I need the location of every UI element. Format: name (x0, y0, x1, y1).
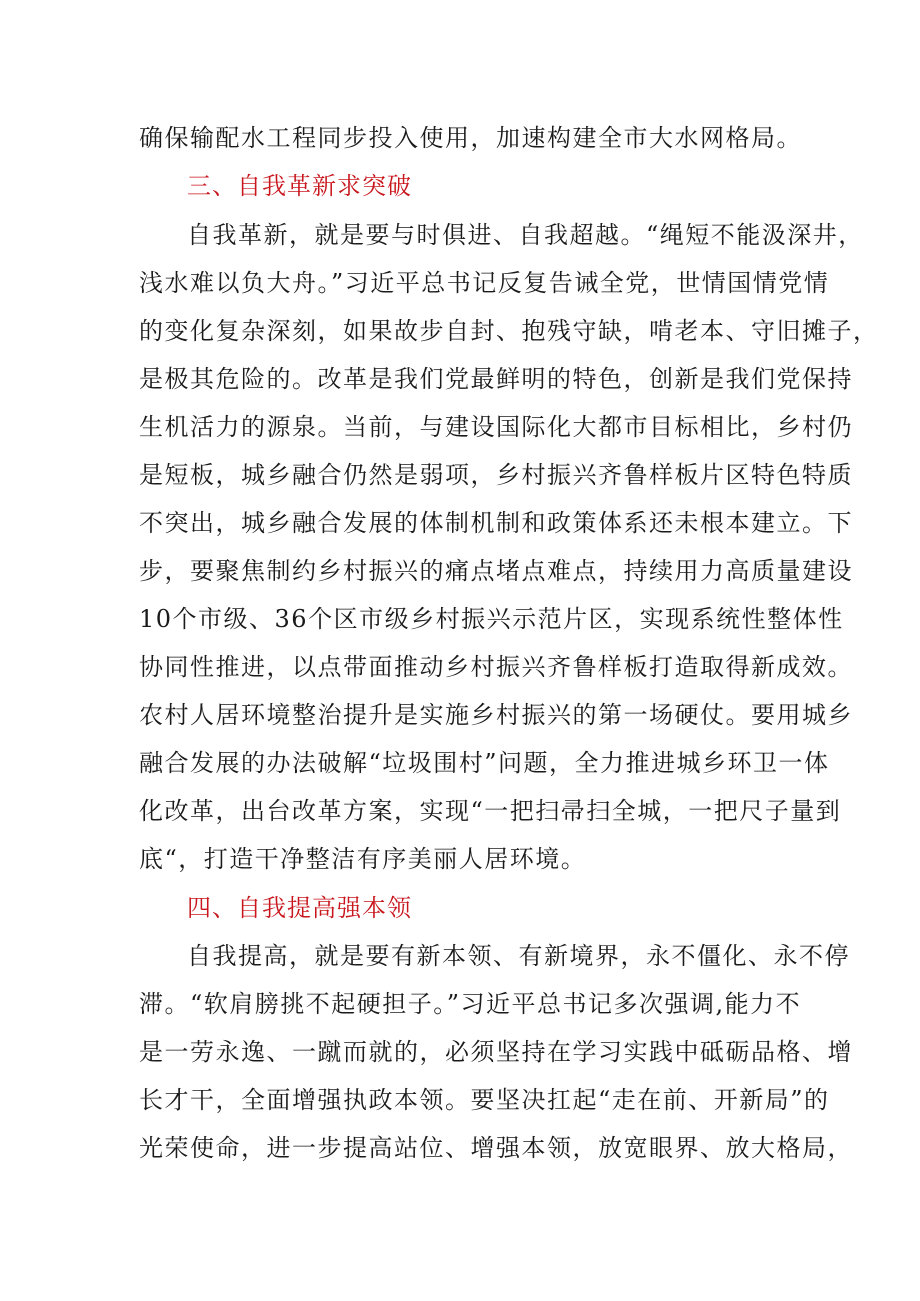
paragraph-line: 融合发展的办法破解“垃圾围村”问题，全力推进城乡环卫一体 (139, 749, 830, 777)
paragraph-line: 光荣使命，进一步提高站位、增强本领，放宽眼界、放大格局， (139, 1134, 853, 1162)
paragraph-line: 化改革，出台改革方案，实现“一把扫帚扫全城，一把尺子量到 (139, 797, 842, 825)
paragraph-line: 的变化复杂深刻，如果故步自封、抱残守缺，啃老本、守旧摊子， (139, 317, 879, 345)
paragraph-line: 浅水难以负大舟。”习近平总书记反复告诫全党，世情国情党情 (139, 269, 830, 297)
paragraph-line: 是极其危险的。改革是我们党最鲜明的特色，创新是我们党保持 (139, 365, 853, 393)
paragraph-line: 生机活力的源泉。当前，与建设国际化大都市目标相比，乡村仍 (139, 413, 853, 441)
paragraph-line: 是一劳永逸、一蹴而就的，必须坚持在学习实践中砥砺品格、增 (139, 1038, 853, 1066)
paragraph-line: 农村人居环境整治提升是实施乡村振兴的第一场硬仗。要用城乡 (139, 701, 853, 729)
paragraph-line: 10个市级、36个区市级乡村振兴示范片区，实现系统性整体性 (139, 605, 844, 633)
paragraph-line: 不突出，城乡融合发展的体制机制和政策体系还未根本建立。下 (139, 509, 853, 537)
paragraph-line: 滞。“软肩膀挑不起硬担子。”习近平总书记多次强调,能力不 (139, 990, 802, 1018)
section-heading-3: 三、自我革新求突破 (187, 172, 412, 200)
paragraph-line: 自我革新，就是要与时俱进、自我超越。“绳短不能汲深井， (187, 221, 864, 249)
paragraph-line: 是短板，城乡融合仍然是弱项，乡村振兴齐鲁样板片区特色特质 (139, 461, 853, 489)
paragraph-line: 确保输配水工程同步投入使用，加速构建全市大水网格局。 (139, 124, 802, 152)
paragraph-line: 协同性推进，以点带面推动乡村振兴齐鲁样板打造取得新成效。 (139, 653, 853, 681)
paragraph-line: 长才干，全面增强执政本领。要坚决扛起“走在前、开新局”的 (139, 1086, 830, 1114)
section-heading-4: 四、自我提高强本领 (187, 894, 412, 922)
paragraph-line: 步，要聚焦制约乡村振兴的痛点堵点难点，持续用力高质量建设 (139, 557, 853, 585)
paragraph-line: 自我提高，就是要有新本领、有新境界，永不僵化、永不停 (187, 942, 850, 970)
paragraph-line: 底“，打造干净整洁有序美丽人居环境。 (139, 845, 587, 873)
